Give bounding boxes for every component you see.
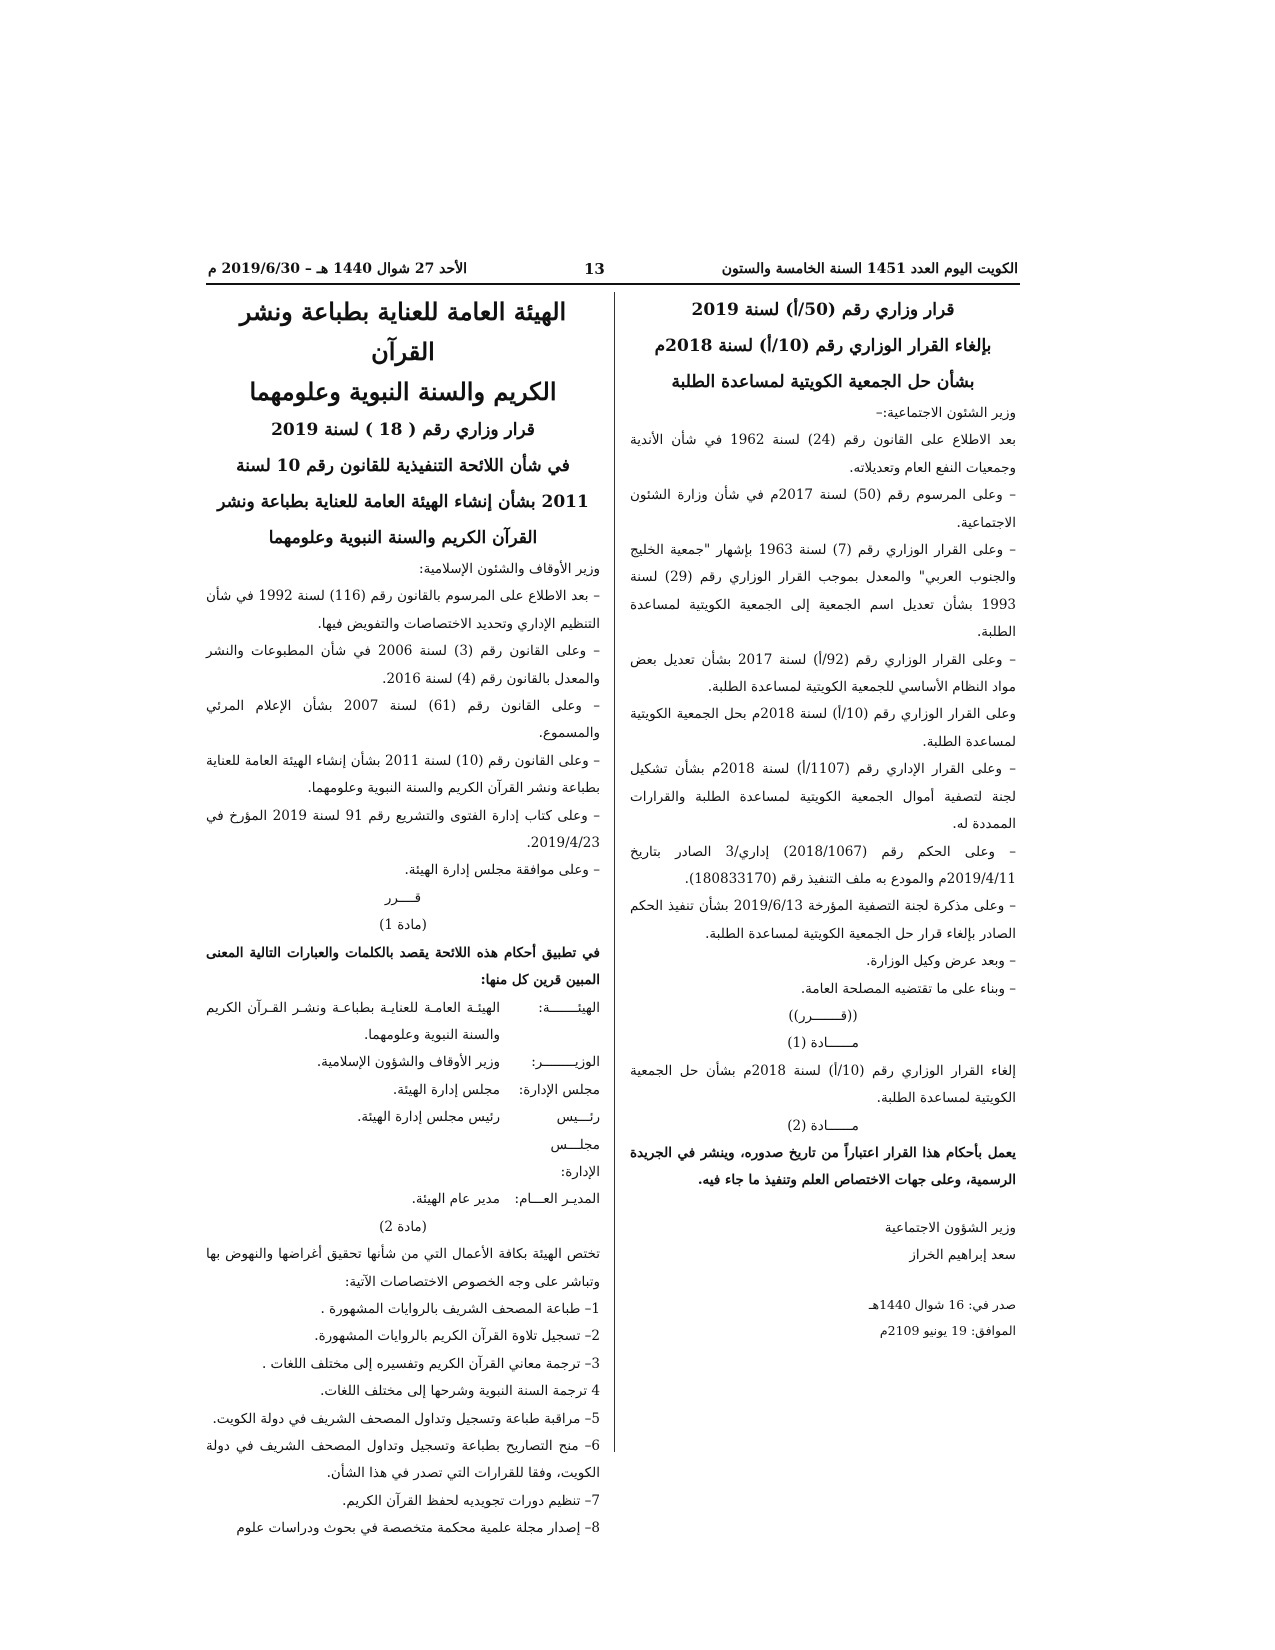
decision-subject-cont: القرآن الكريم والسنة النبوية وعلومهما	[268, 528, 538, 548]
page-header	[208, 258, 1018, 280]
preamble-item: – وعلى القرار الوزاري رقم (92/أ) لسنة 2017 بشأن تعديل بعض مواد النظام الأساسي للجمعية الكويتية لمساعدة الطلبة.	[630, 651, 1016, 696]
definition-value: مدير عام الهيئة.	[411, 1191, 500, 1208]
duty-item: 4 ترجمة السنة النبوية وشرحها إلى مختلف اللغات.	[320, 1383, 600, 1400]
page-number: 13	[583, 260, 605, 278]
preamble-item: بعد الاطلاع على القانون رقم (24) لسنة 1962 في شأن الأندية وجمعيات النفع العام وتعديلاته.	[630, 432, 1016, 476]
right-column	[630, 292, 1016, 1344]
definition-row	[206, 1186, 600, 1213]
preamble-item: – وعلى كتاب إدارة الفتوى والتشريع رقم 91 لسنة 2019 المؤرخ في 2019/4/23.	[206, 807, 600, 852]
article-2-label: مــــــادة (2)	[787, 1117, 859, 1134]
definition-row	[206, 1049, 600, 1076]
preamble-item: – وبعد عرض وكيل الوزارة.	[866, 953, 1016, 970]
preamble-item: وعلى القرار الوزاري رقم (10/أ) لسنة 2018م بحل الجمعية الكويتية لمساعدة الطلبة.	[630, 706, 1016, 750]
preamble-item: – وعلى موافقة مجلس إدارة الهيئة.	[404, 862, 600, 879]
decision-title: قرار وزاري رقم (50/أ) لسنة 2019	[691, 300, 955, 320]
preamble-item: – وعلى مذكرة لجنة التصفية المؤرخة 2019/6/13 بشأن تنفيذ الحكم الصادر بإلغاء قرار حل الجمعية الكويتية لمساعدة الطلبة.	[630, 898, 1016, 942]
article-1-label: (مادة 1)	[379, 917, 427, 934]
definition-term: مجلس الإدارة:	[518, 1081, 600, 1098]
definition-row	[206, 1077, 600, 1104]
preamble-item: – وعلى الحكم رقم (2018/1067) إداري/3 الصادر بتاريخ 2019/4/11م والمودع به ملف التنفيذ رقم (180833170).	[630, 843, 1016, 887]
decision-subject: في شأن اللائحة التنفيذية للقانون رقم 10 لسنة	[236, 456, 570, 476]
decided-heading: ((قـــــــرر))	[788, 1007, 858, 1024]
article-1-text: إلغاء القرار الوزاري رقم (10/أ) لسنة 2018م بشأن حل الجمعية الكويتية لمساعدة الطلبة.	[630, 1062, 1016, 1107]
definition-term: الوزيــــــــر:	[531, 1054, 600, 1071]
preamble-item: – وعلى القانون رقم (10) لسنة 2011 بشأن إنشاء الهيئة العامة للعناية بطباعة ونشر القرآن الكريم والسنة النبوية وعلومهما.	[206, 752, 600, 797]
article-1-label: مــــــادة (1)	[787, 1035, 859, 1052]
duty-item: 2– تسجيل تلاوة القرآن الكريم بالروايات المشهورة.	[314, 1328, 600, 1345]
signature-block	[630, 1215, 1016, 1270]
definition-value: الهيئـة العامـة للعنايـة بطباعـة ونشـر القـرآن الكريم والسنة النبوية وعلومهما.	[206, 999, 500, 1043]
minister-intro: وزير الشئون الاجتماعية:–	[875, 405, 1016, 421]
issued-gregorian: الموافق: 19 يونيو 2109م	[879, 1322, 1016, 1338]
header-rule	[206, 283, 1020, 285]
duty-item: 3– ترجمة معاني القرآن الكريم وتفسيره إلى مختلف اللغات .	[261, 1355, 600, 1372]
decision-subject: بشأن حل الجمعية الكويتية لمساعدة الطلبة	[671, 372, 975, 392]
decision-title: قرار وزاري رقم ( 18 ) لسنة 2019	[271, 420, 535, 440]
duty-item: 8– إصدار مجلة علمية محكمة متخصصة في بحوث ودراسات علوم	[236, 1520, 600, 1537]
definition-row	[206, 995, 600, 1050]
authority-title-cont: الكريم والسنة النبوية وعلومهما	[249, 377, 557, 406]
preamble-item: – وعلى القرار الوزاري رقم (7) لسنة 1963 بإشهار "جمعية الخليج والجنوب العربي" والمعدل بموجب القرار الوزاري رقم (29) لسنة 1993 بشأن تعديل اسم الجمعية إلى الجمعية الكويتية لمساعدة الطلبة.	[630, 542, 1016, 641]
issued-hijri: صدر في: 16 شوال 1440هـ	[868, 1296, 1016, 1312]
definition-value: مجلس إدارة الهيئة.	[392, 1081, 500, 1098]
duty-item: 5– مراقبة طباعة وتسجيل وتداول المصحف الشريف في دولة الكويت.	[212, 1410, 600, 1427]
decision-subtitle: بإلغاء القرار الوزاري رقم (10/أ) لسنة 2018م	[654, 336, 992, 356]
column-divider	[614, 292, 615, 1452]
definition-term: الهيئـــــــة:	[538, 999, 600, 1016]
article-2-intro: تختص الهيئة بكافة الأعمال التي من شأنها تحقيق أغراضها والنهوض بها وتباشر على وجه الخصوص الاختصاصات الآتية:	[206, 1246, 600, 1290]
definition-term: المديـر العـــام:	[514, 1191, 600, 1208]
duty-item: 7– تنظيم دورات تجويديه لحفظ القرآن الكريم.	[342, 1492, 600, 1509]
duty-item: 1– طباعة المصحف الشريف بالروايات المشهورة .	[320, 1300, 600, 1317]
signature-title: وزير الشؤون الاجتماعية	[884, 1219, 1016, 1236]
journal-issue: الكويت اليوم العدد 1451 السنة الخامسة والستون	[721, 261, 1018, 277]
decision-subject-cont: 2011 بشأن إنشاء الهيئة العامة للعناية بطباعة ونشر	[217, 492, 589, 512]
preamble-item: – وعلى القرار الإداري رقم (1107/أ) لسنة 2018م بشأن تشكيل لجنة لتصفية أموال الجمعية الكويتية لمساعدة الطلبة والقرارات الممددة له.	[630, 761, 1017, 833]
preamble-item: – وبناء على ما تقتضيه المصلحة العامة.	[800, 980, 1016, 997]
definition-row	[206, 1104, 600, 1186]
issue-date: الأحد 27 شوال 1440 هـ – 2019/6/30 م	[208, 261, 468, 277]
article-2-label: (مادة 2)	[379, 1218, 427, 1235]
definition-term: رئـــيس مجلـــس الإدارة:	[550, 1109, 600, 1180]
preamble-item: – وعلى القانون رقم (61) لسنة 2007 بشأن الإعلام المرئي والمسموع.	[206, 698, 601, 742]
left-column	[206, 292, 600, 1543]
preamble-item: – وعلى المرسوم رقم (50) لسنة 2017م في شأن وزارة الشئون الاجتماعية.	[630, 487, 1016, 531]
duty-item: 6– منح التصاريح بطباعة وتسجيل وتداول المصحف الشريف في دولة الكويت، وفقا للقرارات التي تصدر في هذا الشأن.	[206, 1438, 600, 1482]
preamble-item: – بعد الاطلاع على المرسوم بالقانون رقم (116) لسنة 1992 في شأن التنظيم الإداري وتحديد الاختصاصات والتفويض فيها.	[206, 588, 600, 632]
definition-value: وزير الأوقاف والشؤون الإسلامية.	[316, 1054, 500, 1071]
authority-title: الهيئة العامة للعناية بطباعة ونشر القرآن	[239, 297, 567, 366]
decided-heading: قــــرر	[384, 889, 422, 906]
definition-value: رئيس مجلس إدارة الهيئة.	[357, 1109, 500, 1126]
minister-intro: وزير الأوقاف والشئون الإسلامية:	[419, 561, 600, 577]
signature-name: سعد إبراهيم الخراز	[909, 1247, 1016, 1264]
article-1-intro: في تطبيق أحكام هذه اللائحة يقصد بالكلمات والعبارات التالية المعنى المبين قرين كل منها:	[206, 944, 600, 989]
article-2-text: يعمل بأحكام هذا القرار اعتباراً من تاريخ صدوره، وينشر في الجريدة الرسمية، وعلى جهات الاختصاص العلم وتنفيذ ما جاء فيه.	[630, 1144, 1016, 1189]
issue-dates	[630, 1292, 1016, 1344]
preamble-item: – وعلى القانون رقم (3) لسنة 2006 في شأن المطبوعات والنشر والمعدل بالقانون رقم (4) لسنة 2016.	[206, 643, 600, 687]
